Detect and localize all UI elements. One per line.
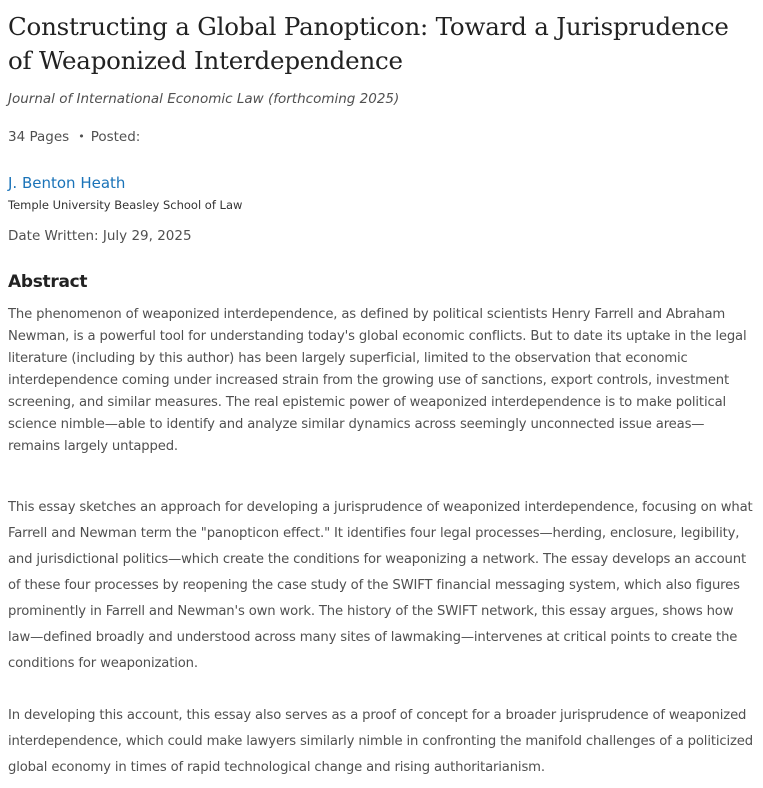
author-affiliation: Temple University Beasley School of Law (8, 198, 243, 212)
page-count: 34 Pages (8, 129, 70, 145)
author-link[interactable]: J. Benton Heath (8, 174, 126, 192)
abstract-paragraph-3: In developing this account, this essay also serves as a proof of concept for a broader jurisprudence of weaponized interdependence, which could make lawyers similarly nimble in confronting the manifold challenges of a politicized global economy in times of rapid technological change and rising authoritarianism. (8, 708, 753, 775)
meta-separator: • (78, 130, 85, 143)
journal-citation: Journal of International Economic Law (forthcoming 2025) (8, 91, 400, 107)
abstract-paragraph-1: The phenomenon of weaponized interdependence, as defined by political scientists Henry Farrell and Abraham Newman, is a powerful tool for understanding today's global economic conflicts. But to date its uptake in the legal literature (including by this author) has been largely superficial, limited to the observation that economic interdependence coming under increased strain from the growing use of sanctions, export controls, investment screening, and similar measures. The real epistemic power of weaponized interdependence is to make political science nimble—able to identify and analyze similar dynamics across seemingly unconnected issue areas—remains largely untapped. (8, 307, 747, 454)
paper-meta (8, 129, 140, 145)
posted-label: Posted: (90, 129, 141, 145)
abstract-heading: Abstract (8, 272, 88, 292)
paper-title: Constructing a Global Panopticon: Toward a Jurisprudence of Weaponized Interdependence (8, 12, 729, 75)
abstract-paragraph-2: This essay sketches an approach for developing a jurisprudence of weaponized interdependence, focusing on what Farrell and Newman term the "panopticon effect." It identifies four legal processes—herding, enclosure, legibility, and jurisdictional politics—which create the conditions for weaponizing a network. The essay develops an account of these four processes by reopening the case study of the SWIFT financial messaging system, which also figures prominently in Farrell and Newman's own work. The history of the SWIFT network, this essay argues, shows how law—defined broadly and understood across many sites of lawmaking—intervenes at critical points to create the conditions for weaponization. (8, 500, 753, 671)
date-written: Date Written: July 29, 2025 (8, 228, 192, 244)
